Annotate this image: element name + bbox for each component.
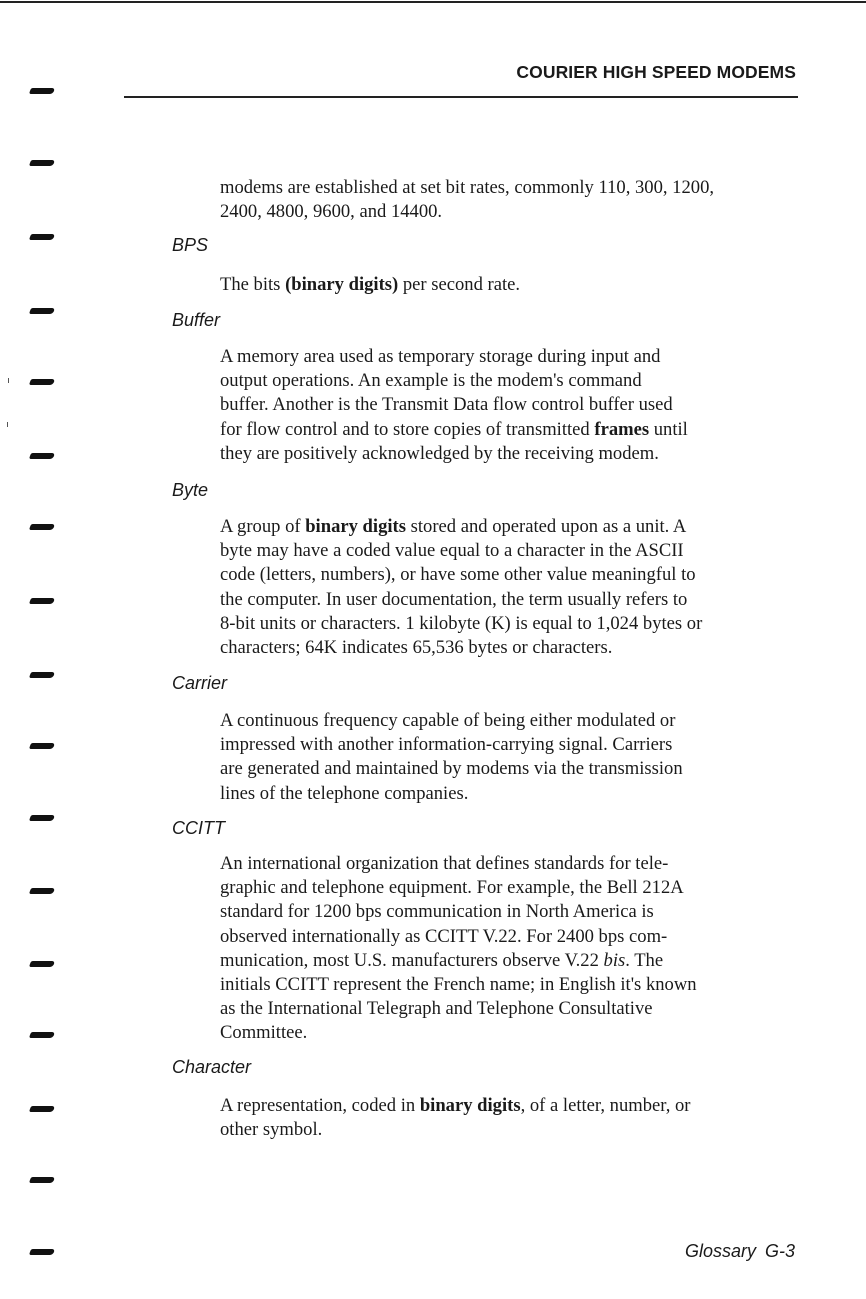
- binder-mark: [29, 160, 55, 166]
- text-line: graphic and telephone equipment. For example, the Bell 212A: [220, 877, 684, 899]
- text-line: observed internationally as CCITT V.22. For 2400 bps com-: [220, 925, 668, 947]
- page-footer: [685, 1241, 795, 1262]
- text-line: A continuous frequency capable of being either modulated or: [220, 710, 676, 731]
- text-line: they are positively acknowledged by the receiving modem.: [220, 442, 659, 464]
- binder-mark: [29, 1106, 55, 1112]
- binder-mark: [29, 888, 55, 894]
- binder-mark: [29, 743, 55, 749]
- binder-mark: [29, 672, 55, 678]
- text-line: characters; 64K indicates 65,536 bytes or characters.: [220, 637, 613, 659]
- text-line: The bits (binary digits) per second rate.: [220, 274, 521, 295]
- binder-mark: [29, 815, 55, 821]
- binder-mark: [29, 88, 55, 94]
- text-line: as the International Telegraph and Telephone Consultative: [220, 998, 653, 1020]
- glossary-definition: [220, 1094, 810, 1142]
- text-line: impressed with another information-carrying signal. Carriers: [220, 734, 673, 756]
- text-line: are generated and maintained by modems via the transmission: [220, 758, 683, 780]
- binder-mark: [29, 598, 55, 604]
- text-line: munication, most U.S. manufacturers observe V.22 bis. The: [220, 949, 664, 971]
- binder-mark: [29, 453, 55, 459]
- text-line: modems are established at set bit rates, commonly 110, 300, 1200,: [220, 177, 715, 198]
- glossary-definition: [220, 709, 810, 806]
- text-line: the computer. In user documentation, the term usually refers to: [220, 588, 688, 610]
- text-line: buffer. Another is the Transmit Data flow control buffer used: [220, 394, 673, 416]
- binder-hole-marks: [30, 0, 60, 1299]
- bold-term: binary digits: [305, 516, 406, 537]
- binder-mark: [29, 379, 55, 385]
- glossary-definition: [220, 273, 810, 297]
- bold-term: binary digits: [419, 1095, 521, 1116]
- glossary-term: Character: [172, 1057, 252, 1077]
- binder-mark: [29, 1249, 55, 1255]
- running-header-title: COURIER HIGH SPEED MODEMS: [516, 62, 796, 82]
- text-line: 8-bit units or characters. 1 kilobyte (K) is equal to 1,024 bytes or: [220, 612, 703, 634]
- italic-term: bis: [603, 949, 626, 971]
- bold-term: frames: [594, 418, 650, 440]
- glossary-term: BPS: [172, 235, 209, 255]
- text-line: other symbol.: [220, 1119, 323, 1141]
- text-line: A group of binary digits stored and operated upon as a unit. A: [220, 516, 687, 537]
- footer-section: Glossary: [684, 1241, 756, 1261]
- text-line: An international organization that defines standards for tele-: [220, 853, 669, 874]
- glossary-term: Byte: [172, 480, 209, 500]
- text-line: output operations. An example is the modem's command: [220, 370, 642, 392]
- text-line: Committee.: [220, 1022, 308, 1044]
- text-line: 2400, 4800, 9600, and 14400.: [220, 201, 443, 223]
- text-line: code (letters, numbers), or have some other value meaningful to: [220, 564, 696, 586]
- text-line: lines of the telephone companies.: [220, 782, 469, 804]
- text-line: standard for 1200 bps communication in North America is: [220, 901, 654, 923]
- binder-mark: [29, 1032, 55, 1038]
- text-line: for flow control and to store copies of transmitted frames until: [220, 418, 688, 440]
- bold-term: (binary digits): [285, 274, 399, 295]
- binder-mark: [29, 1177, 55, 1183]
- continuation-text: [220, 176, 810, 224]
- footer-page-number: G-3: [764, 1241, 795, 1261]
- binder-mark: [29, 308, 55, 314]
- header-rule: [124, 96, 798, 98]
- text-line: A memory area used as temporary storage during input and: [220, 346, 661, 367]
- binder-mark: [29, 234, 55, 240]
- binder-mark: [29, 961, 55, 967]
- glossary-term: Carrier: [172, 673, 228, 693]
- glossary-term: CCITT: [172, 818, 225, 838]
- binder-mark: [29, 524, 55, 530]
- scan-speck: [7, 422, 8, 427]
- glossary-definition: [220, 345, 810, 466]
- text-line: A representation, coded in binary digits, of a letter, number, or: [220, 1095, 691, 1116]
- glossary-definition: [220, 852, 810, 1046]
- text-line: initials CCITT represent the French name; in English it's known: [220, 974, 697, 996]
- glossary-definition: [220, 515, 810, 660]
- text-line: byte may have a coded value equal to a character in the ASCII: [220, 540, 684, 562]
- glossary-term: Buffer: [172, 310, 221, 330]
- top-edge-rule: [0, 1, 866, 3]
- scan-speck: [8, 378, 9, 383]
